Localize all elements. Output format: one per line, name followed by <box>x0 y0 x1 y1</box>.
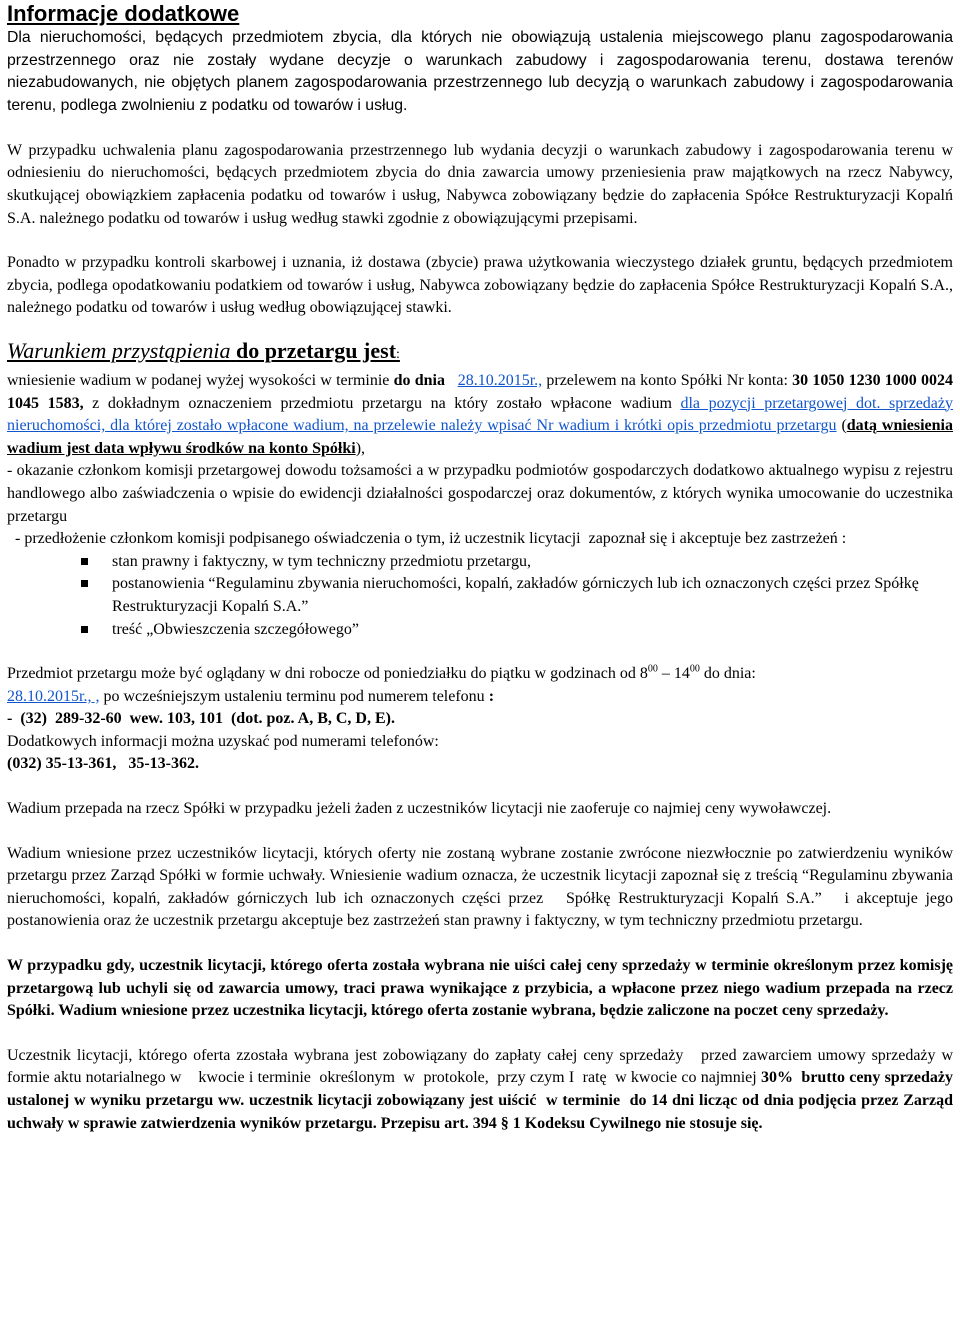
list-item-text: postanowienia “Regulaminu zbywania nieruchomości, kopalń, zakładów górniczych lub ich oznaczonych części przez Spółkę Restrukturyzacji Kopalń S.A.” <box>112 575 919 615</box>
declaration-list <box>7 551 953 641</box>
paragraph-failure-to-pay: W przypadku gdy, uczestnik licytacji, którego oferta została wybrana nie uiści całej ceny sprzedaży w terminie określonym przez komisję przetargową lub uchyli się od zawarcia umowy, traci prawa wynikające z przybicia, a wpłacone przez niego wadium przepada na rzecz Spółki. Wadium wniesione przez uczestnika licytacji, którego oferta zostanie wybrana, będzie zaliczone na poczet ceny sprzedaży. <box>7 957 953 1020</box>
phone-line: - (32) 289-32-60 wew. 103, 101 (dot. poz. A, B, C, D, E). <box>7 710 395 728</box>
deposit-text-3: z dokładnym oznaczeniem przedmiotu przetargu na który zostało wpłacone wadium <box>83 394 681 412</box>
info-line: Dodatkowych informacji można uzyskać pod numerami telefonów: <box>7 732 439 750</box>
paragraph-payment-terms <box>7 1045 958 1135</box>
account-number: 30 1050 1230 1000 0024 1045 1583, <box>7 371 954 412</box>
viewing-colon: : <box>488 687 495 705</box>
viewing-text-2: – 14 <box>657 665 690 683</box>
paragraph-deposit-forfeit: Wadium przepada na rzecz Spółki w przypadku jeżeli żaden z uczestników licytacji nie zaoferuje co najmiej ceny wywoławczej. <box>7 800 832 818</box>
square-bullet-icon <box>81 580 88 587</box>
document-page <box>7 0 958 1135</box>
viewing-text-1: Przedmiot przetargu może być oglądany w dni robocze od poniedziałku do piątku w godzinach od 8 <box>7 665 648 683</box>
paragraph-viewing <box>7 663 953 708</box>
viewing-hour-end-sup: 00 <box>689 663 700 675</box>
conditions-heading-italic: Warunkiem przystąpienia <box>7 337 231 363</box>
viewing-hour-start-sup: 00 <box>647 663 658 675</box>
conditions-heading-bold: do przetargu jest <box>235 337 397 363</box>
deposit-text-2: przelewem na konto Spółki Nr konta: <box>542 371 793 389</box>
square-bullet-icon <box>81 558 88 565</box>
deposit-date-rule: datą wniesienia wadium jest data wpływu środków na konto Spółki <box>7 417 954 457</box>
list-item <box>7 573 953 618</box>
phones-secondary: (032) 35-13-361, 35-13-362. <box>7 755 199 773</box>
conditions-heading-colon: : <box>396 346 400 362</box>
payment-terms-bold: 30% brutto ceny sprzedaży ustalonej w wyniku przetargu ww. uczestnik licytacji zobowiązany jest uiścić w terminie do 14 dni licząc od dnia podjęcia przez Zarząd uchwały w sprawie zatwierdzenia wyników przetargu. Przepisu art. 394 § 1 Kodeksu Cywilnego nie stosuje się. <box>7 1069 958 1132</box>
section-title: Informacje dodatkowe <box>7 1 240 26</box>
payment-terms-text: Uczestnik licytacji, którego oferta zzostała wybrana jest zobowiązany do zapłaty całej ceny sprzedaży przed zawarciem umowy sprzedaży w formie aktu notarialnego w kwocie i terminie określonym w protokole, przy czym I ratę w kwocie co najmniej <box>7 1046 957 1087</box>
viewing-text-4: po wcześniejszym ustaleniu terminu pod numerem telefonu <box>99 687 489 705</box>
list-item-text: treść „Obwieszczenia szczegółowego” <box>112 620 359 638</box>
deposit-description-link[interactable]: dla pozycji przetargowej dot. sprzedaży nieruchomości, dla której zostało wpłacone wadium, na przelewie należy wpisać Nr wadium i krótki opis przedmiotu przetargu <box>7 394 954 435</box>
list-item <box>7 551 953 574</box>
deposit-text-4: ( <box>836 417 847 435</box>
square-bullet-icon <box>81 626 88 633</box>
paragraph-plan-adoption: W przypadku uchwalenia planu zagospodarowania przestrzennego lub wydania decyzji o warunkach zabudowy i zagospodarowania terenu w odniesieniu do nieruchomości, będących przedmiotem zbycia do dnia zawarcia umowy przeniesienia praw majątkowych na rzecz Nabywcy, skutkującej obowiązkiem zapłacenia podatku od towarów i usług, Nabywca zobowiązany będzie do zapłacenia Spółce Restrukturyzacji Kopalń S.A. należnego podatku od towarów i usług według stawki zgodnie z obowiązującymi przepisami. <box>7 141 953 227</box>
list-item-text: stan prawny i faktyczny, w tym techniczny przedmiotu przetargu, <box>112 552 531 570</box>
paragraph-declaration: - przedłożenie członkom komisji podpisanego oświadczenia o tym, iż uczestnik licytacji zapoznał się i akceptuje bez zastrzeżeń : <box>7 530 847 548</box>
conditions-heading <box>7 336 953 370</box>
paragraph-deposit <box>7 370 953 460</box>
viewing-text-3: do dnia: <box>699 665 756 683</box>
deposit-text-1: wniesienie wadium w podanej wyżej wysokości w terminie <box>7 371 394 389</box>
deposit-text-5: ), <box>355 439 366 457</box>
paragraph-vat-exemption: Dla nieruchomości, będących przedmiotem zbycia, dla których nie obowiązują ustalenia miejscowego planu zagospodarowania przestrzennego oraz nie zostały wydane decyzje o warunkach zabudowy i zagospodarowania terenu, dostawa terenów niezabudowanych, nie objętych planem zagospodarowania przestrzennego lub decyzją o warunkach zabudowy i zagospodarowania terenu, podlega zwolnieniu z podatku od towarów i usług. <box>7 29 953 115</box>
viewing-date-link[interactable]: 28.10.2015r., , <box>7 687 100 705</box>
list-item <box>7 619 953 642</box>
deposit-deadline-label: do dnia <box>393 371 445 389</box>
deposit-date-link[interactable]: 28.10.2015r., <box>457 371 543 389</box>
paragraph-tax-audit: Ponadto w przypadku kontroli skarbowej i uznania, iż dostawa (zbycie) prawa użytkowania wieczystego działek gruntu, będących przedmiotem zbycia, podlega opodatkowaniu podatkiem od towarów i usług, Nabywca zobowiązany będzie do zapłacenia Spółce Restrukturyzacji Kopalń S.A., należnego podatku od towarów i usług według obowiązującej stawki. <box>7 254 953 317</box>
paragraph-identity: - okazanie członkom komisji przetargowej dowodu tożsamości a w przypadku podmiotów gospodarczych dodatkowo aktualnego wypisu z rejestru handlowego albo zaświadczenia o wpisie do ewidencji działalności gospodarczej oraz dokumentów, z których wynika umocowanie do uczestnika przetargu <box>7 462 953 525</box>
paragraph-deposit-return: Wadium wniesione przez uczestników licytacji, których oferty nie zostaną wybrane zostanie zwrócone niezwłocznie po zatwierdzeniu wyników przetargu przez Zarząd Spółki w formie uchwały. Wniesienie wadium oznacza, że uczestnik licytacji zapoznał się z treścią “Regulaminu zbywania nieruchomości, kopalń, zakładów górniczych lub ich oznaczonych części przez Spółkę Restrukturyzacji Kopalń S.A.” i akceptuje jego postanowienia oraz że uczestnik przetargu akceptuje bez zastrzeżeń stan prawny i faktyczny, w tym techniczny przedmiotu przetargu. <box>7 844 957 930</box>
